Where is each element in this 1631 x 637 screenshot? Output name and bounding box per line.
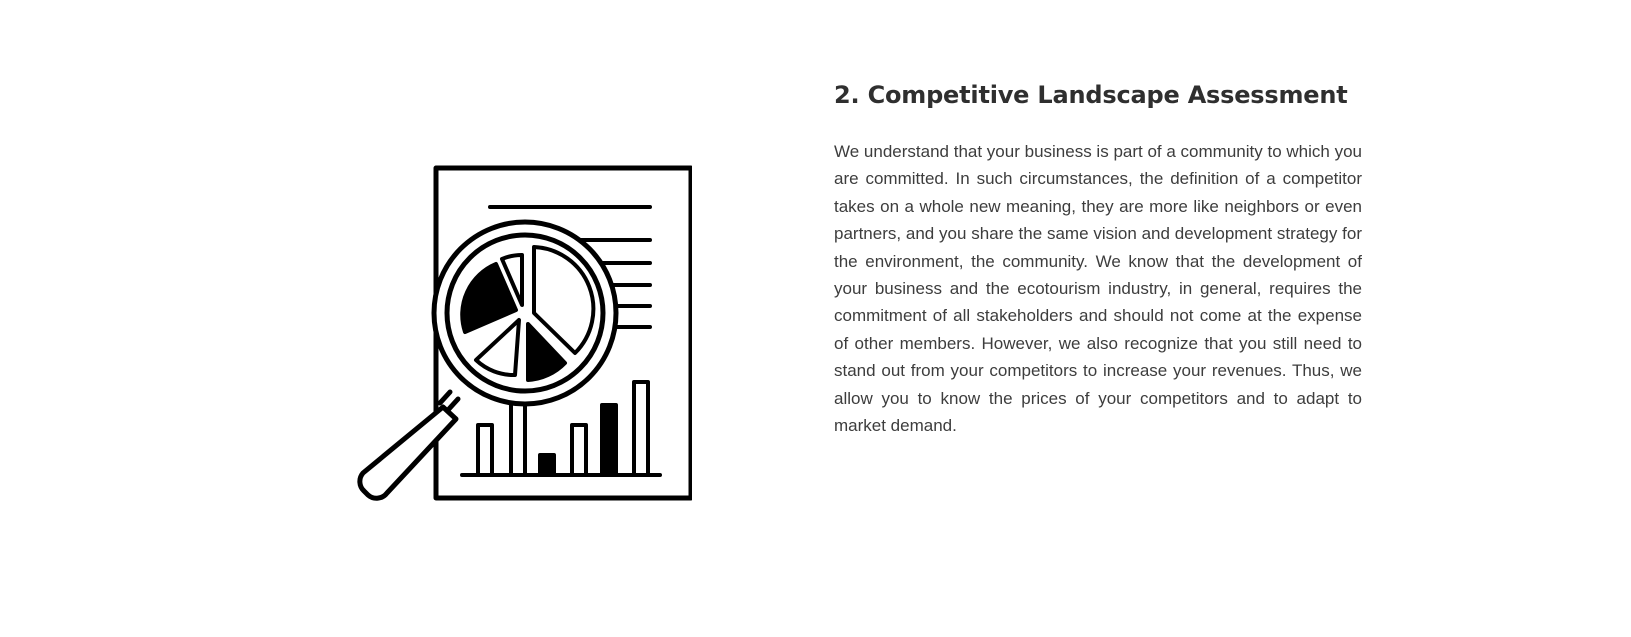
magnifier-report-icon: [352, 160, 692, 505]
illustration-container: [352, 160, 692, 505]
content-column: [834, 78, 1362, 439]
section-heading: 2. Competitive Landscape Assessment: [834, 81, 1348, 109]
section-body-text: We understand that your business is part of a community to which you are committed. In such circumstances, the definition of a competitor takes on a whole new meaning, they are more like neighbors or even partners, and you share the same vision and development strategy for the environment, the community. We know that the development of your business and the ecotourism industry, in general, requires the commitment of all stakeholders and should not come at the expense of other members. However, we also recognize that you still need to stand out from your competitors to increase your revenues. Thus, we allow you to know the prices of your competitors and to adapt to market demand.: [834, 142, 1362, 436]
